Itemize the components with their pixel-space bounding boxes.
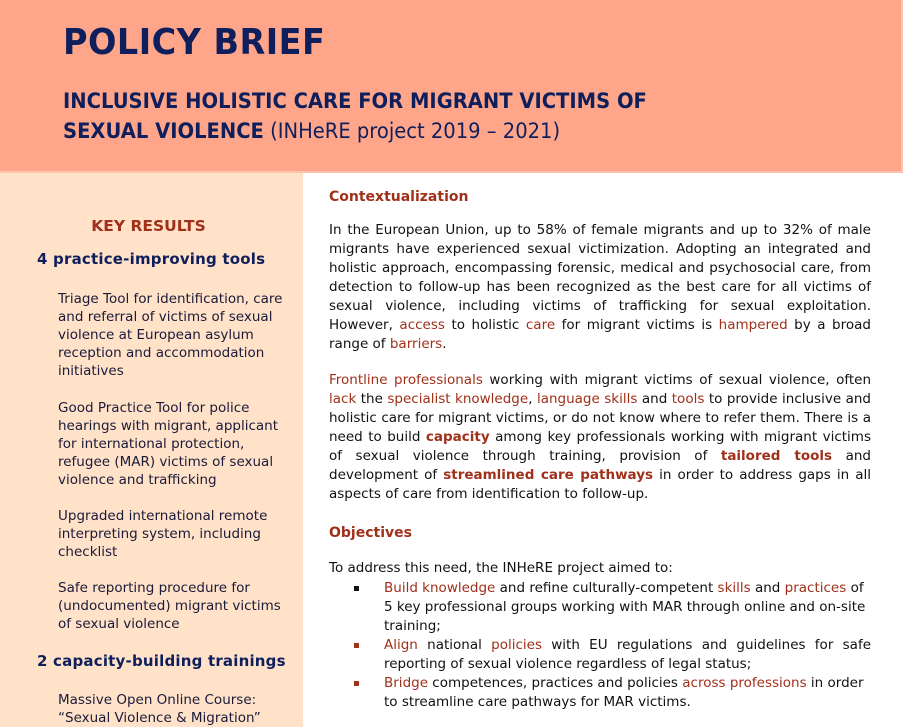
square-bullet-icon [354, 643, 359, 648]
tool-item: Safe reporting procedure for (undocumented) migrant victims of sexual violence [58, 580, 281, 632]
subtitle-line-2: SEXUAL VIOLENCE [63, 119, 264, 143]
tool-item: Good Practice Tool for police hearings with migrant, applicant for international protection, refugee (MAR) victims of sexual violence and trafficking [58, 400, 279, 488]
contextualization-paragraph-1: In the European Union, up to 58% of female migrants and up to 32% of male migrants have experienced sexual victimization. Adopting an integrated and holistic approach, encompassing forensic, medical and psychosocial care, from detection to follow-up has been recognized as the best care for all victims of sexual violence, including victims of trafficking for sexual exploitation. However, access to holistic care for migrant victims is hampered by a broad range of barriers. [329, 222, 871, 352]
subtitle-project-period: (INHeRE project 2019 – 2021) [263, 119, 561, 143]
header-banner [0, 0, 903, 173]
highlight-access: access [399, 317, 445, 333]
objective-item: Bridge competences, practices and policies across professions in order to streamline care pathways for MAR victims. [329, 674, 871, 712]
contextualization-paragraph-2: Frontline professionals working with migrant victims of sexual violence, often lack the specialist knowledge, language skills and tools to provide inclusive and holistic care for migrant victims, or do not know where to refer them. There is a need to build capacity among key professionals working with migrant victims of sexual violence through training, provision of tailored tools and development of streamlined care pathways in order to address gaps in all aspects of care from identification to follow-up. [329, 372, 872, 502]
training-item: Massive Open Online Course: “Sexual Violence & Migration” [58, 692, 261, 726]
objectives-heading: Objectives [329, 525, 412, 541]
tool-item: Upgraded international remote interpreting system, including checklist [58, 508, 268, 560]
square-bullet-icon [354, 681, 359, 686]
objectives-intro: To address this need, the INHeRE project aimed to: [329, 560, 673, 576]
page-title: POLICY BRIEF [63, 22, 326, 63]
highlight-barriers: barriers [389, 336, 443, 352]
trainings-group-title: 2 capacity-building trainings [37, 652, 286, 670]
highlight-care: care [525, 317, 556, 333]
square-bullet-icon [354, 586, 359, 591]
objectives-list [329, 579, 871, 712]
objective-item: Build knowledge and refine culturally-competent skills and practices of 5 key professional groups working with MAR through online and on-site training; [329, 579, 871, 636]
key-results-sidebar [0, 173, 303, 727]
subtitle-line-1: INCLUSIVE HOLISTIC CARE FOR MIGRANT VICTIMS OF [63, 89, 647, 113]
highlight-hampered: hampered [718, 317, 788, 333]
key-results-title: KEY RESULTS [91, 217, 206, 235]
objective-item: Align national policies with EU regulations and guidelines for safe reporting of sexual violence regardless of legal status; [329, 636, 871, 674]
tools-group-title: 4 practice-improving tools [37, 250, 266, 268]
contextualization-heading: Contextualization [329, 189, 469, 205]
page-subtitle [63, 86, 807, 146]
tool-item: Triage Tool for identification, care and referral of victims of sexual violence at European asylum reception and accommodation initiatives [58, 291, 283, 379]
